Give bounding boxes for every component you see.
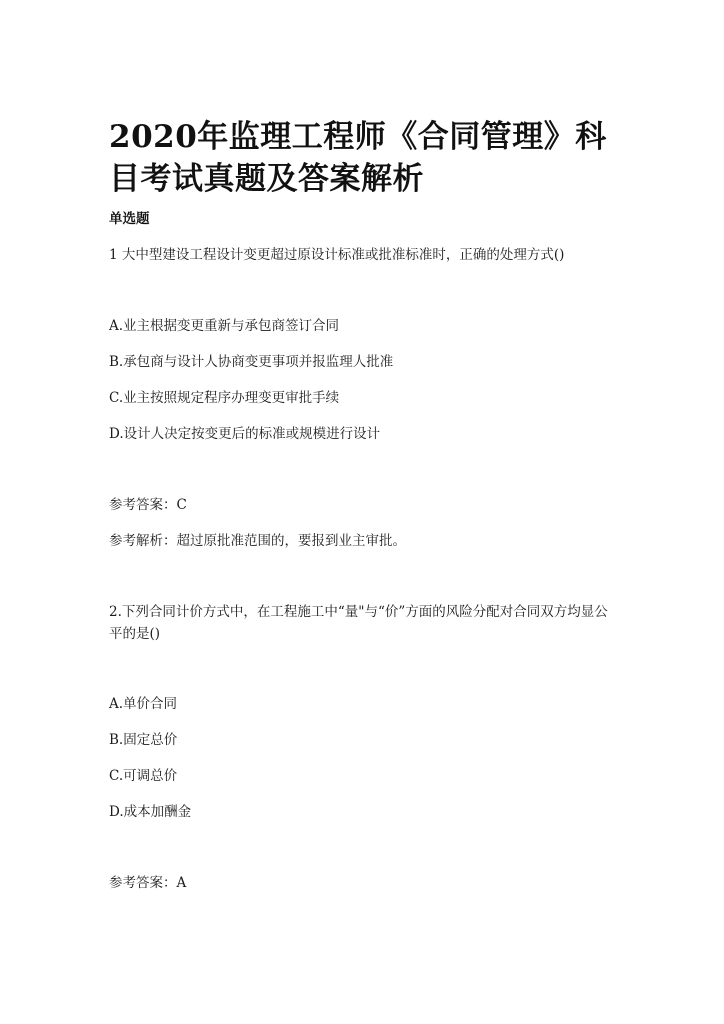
- section-label: 单选题: [109, 211, 150, 227]
- question-1-stem: 1 大中型建设工程设计变更超过原设计标准或批准标准时，正确的处理方式(): [109, 247, 565, 263]
- document-title: 2020年监理工程师《合同管理》科目考试真题及答案解析: [109, 119, 607, 197]
- question-2-answer: 参考答案：A: [109, 875, 187, 891]
- question-2-option-a: A.单价合同: [109, 696, 178, 712]
- question-2-option-b: B.固定总价: [109, 732, 178, 748]
- question-1-option-c: C.业主按照规定程序办理变更审批手续: [109, 390, 340, 406]
- question-1-option-a: A.业主根据变更重新与承包商签订合同: [109, 318, 340, 334]
- question-1-analysis: 参考解析：超过原批准范围的，要报到业主审批。: [109, 533, 406, 549]
- question-2-stem: 2.下列合同计价方式中，在工程施工中“量"与“价”方面的风险分配对合同双方均显公平的是(): [109, 604, 608, 642]
- question-2-option-d: D.成本加酬金: [109, 804, 192, 820]
- question-1-option-b: B.承包商与设计人协商变更事项并报监理人批准: [109, 354, 394, 370]
- question-1-option-d: D.设计人决定按变更后的标准或规模进行设计: [109, 426, 381, 442]
- question-2-option-c: C.可调总价: [109, 768, 178, 784]
- question-1-answer: 参考答案：C: [109, 497, 187, 513]
